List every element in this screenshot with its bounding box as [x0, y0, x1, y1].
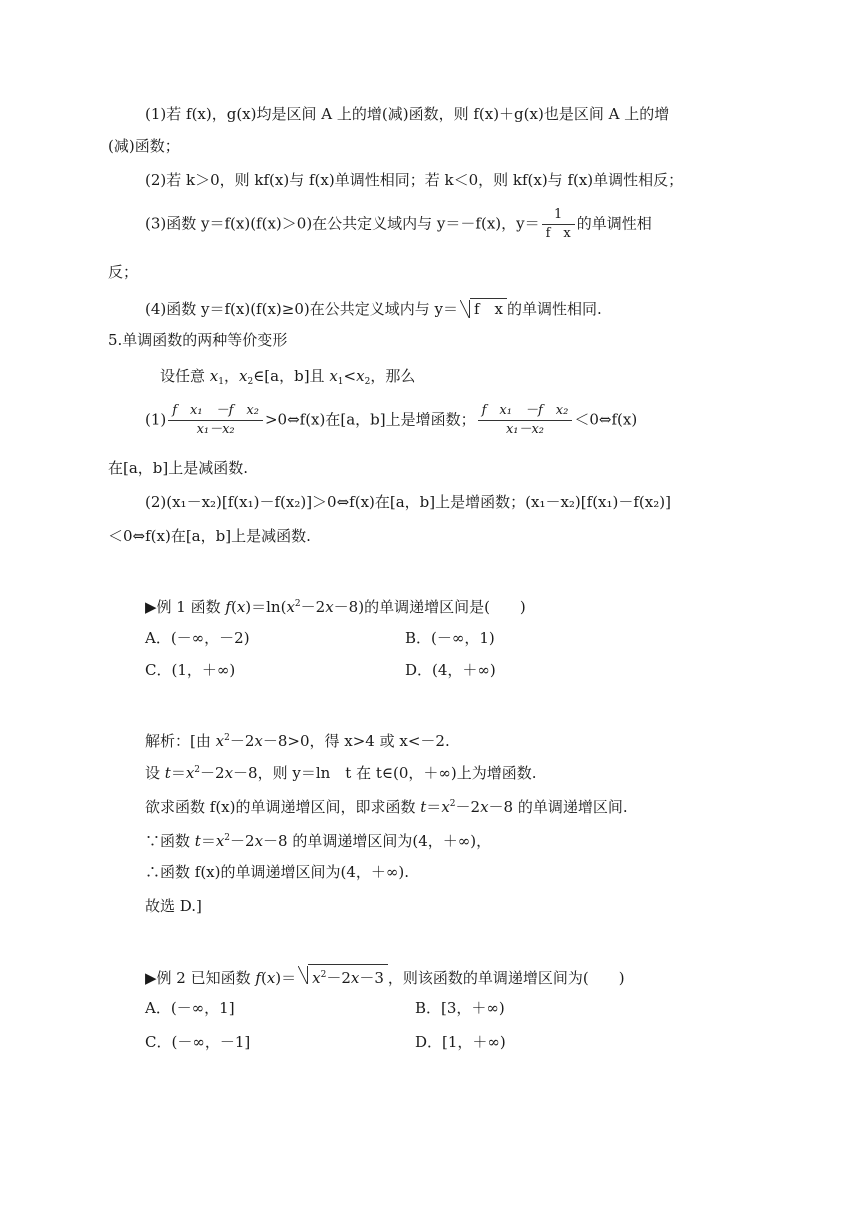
example-1-option-d: D．(4，＋∞) — [405, 661, 496, 679]
radical-quadratic: $x^2-2x-3$ — [298, 964, 388, 988]
fraction-one-over-fx: $\frac{1}{\text{f x}}$ — [542, 206, 575, 243]
property-3-line-2: 反； — [108, 263, 139, 281]
property-3-line-1: (3)函数 y＝f(x)(f(x)＞0)在公共定义域内与 y＝－f(x)，y＝ $\frac{1}{\text{f x}}$ 的单调性相 — [145, 207, 652, 241]
example-2-option-d: D．[1，＋∞) — [415, 1033, 506, 1051]
example-2-question: ▶例 2 已知函数 $f(x)= x^2-2x-3$ ，则该函数的单调递增区间为( ) — [145, 964, 625, 988]
fraction-difference-quotient-2: $\frac{\text{f x₁ －f x₂}}{\text{x₁－x₂}}$ — [478, 402, 573, 439]
equivalent-form-2-line-2: ＜0⇔f(x)在[a，b]上是减函数. — [108, 527, 311, 545]
property-1-line-1: (1)若 f(x)，g(x)均是区间 A 上的增(减)函数，则 f(x)＋g(x)也是区间 A 上的增 — [145, 105, 670, 123]
example-1-solution-line-4: ∵函数 $t=x^2-2x-8$ 的单调递增区间为(4，＋∞)， — [145, 832, 492, 850]
property-4: (4)函数 y＝f(x)(f(x)≥0)在公共定义域内与 y＝ f x 的单调性相同. — [145, 300, 602, 318]
example-1-option-c: C．(1，＋∞) — [145, 661, 236, 679]
example-2-option-a: A．(－∞，1] — [145, 999, 235, 1017]
section-5-intro: 设任意 $x_1$，$x_2\in[a$，b]且 $x_1<x_2$，那么 — [160, 367, 416, 387]
example-1-solution-line-2: 设 $t=x^2-2x-8$，则 y＝ln t 在 t∈(0，＋∞)上为增函数. — [145, 764, 537, 782]
example-1-option-a: A．(－∞，－2) — [145, 629, 250, 647]
example-2-option-c: C．(－∞，－1] — [145, 1033, 251, 1051]
example-1-solution-line-5: ∴函数 f(x)的单调递增区间为(4，＋∞). — [145, 863, 409, 881]
property-2: (2)若 k＞0，则 kf(x)与 f(x)单调性相同；若 k＜0，则 kf(x)与 f(x)单调性相反； — [145, 171, 684, 189]
example-1-solution-line-6: 故选 D.] — [145, 897, 202, 915]
equivalent-form-2-line-1: (2)(x₁－x₂)[f(x₁)－f(x₂)]＞0⇔f(x)在[a，b]上是增函数；(x₁－x₂)[f(x₁)－f(x₂)] — [145, 493, 671, 511]
example-1-option-b: B．(－∞，1) — [405, 629, 495, 647]
example-2-option-b: B．[3，＋∞) — [415, 999, 505, 1017]
example-1-solution-line-1: 解析：[由 $x^2-2x-8>0$，得 x>4 或 x<－2. — [145, 732, 450, 750]
property-1-line-2: (减)函数； — [108, 137, 180, 155]
example-1-question: ▶例 1 函数 $f(x)=\ln(x^2-2x-8)$的单调递增区间是( ) — [145, 598, 526, 616]
fraction-difference-quotient-1: $\frac{\text{f x₁ －f x₂}}{\text{x₁－x₂}}$ — [168, 402, 263, 439]
equivalent-form-1-line-1: (1) $\frac{\text{f x₁ －f x₂}}{\text{x₁－x₂}}$ >0⇔f(x)在[a，b]上是增函数； $\frac{\text{f x₁ －f x₂}}{\text{x₁－x₂}}$ ＜0⇔f(x) — [145, 403, 638, 437]
section-5-heading: 5.单调函数的两种等价变形 — [108, 331, 288, 349]
example-1-solution-line-3: 欲求函数 f(x)的单调递增区间，即求函数 $t=x^2-2x-8$ 的单调递增区间. — [145, 798, 628, 816]
equivalent-form-1-line-2: 在[a，b]上是减函数. — [108, 459, 249, 477]
radical-sqrt-fx: f x — [460, 298, 507, 319]
